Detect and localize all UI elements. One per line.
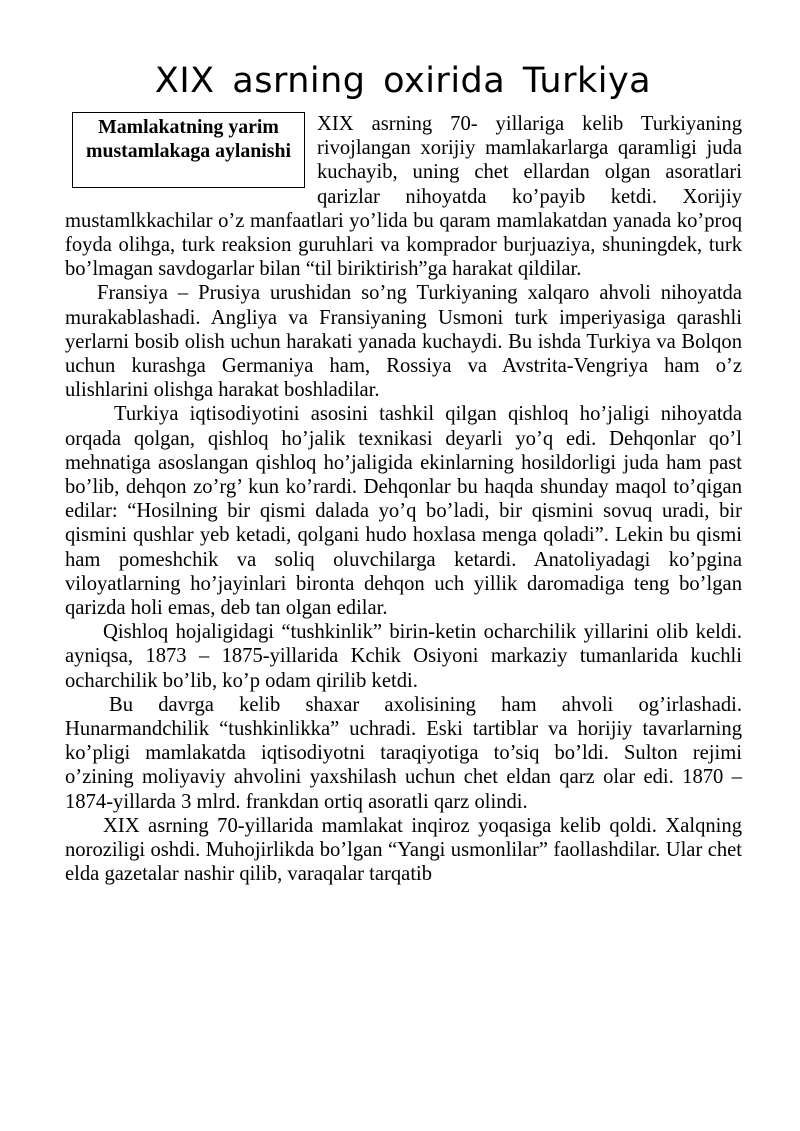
paragraph-5: Bu davrga kelib shaxar axolisining ham ahvoli og’irlashadi. Hunarmandchilik “tushkinlikka” uchradi. Eski tartiblar va horijiy tavarlarning ko’pligi mamlakatda iqtisodiyotni taraqiyotiga to’siq bo’ldi. Sulton rejimi o’zining moliyaviy ahvolini yaxshilash uchun chet eldan qarz olar edi. 1870 – 1874-yillarda 3 mlrd. frankdan ortiq asoratli qarz olindi.	[65, 693, 742, 813]
paragraph-1: XIX asrning 70- yillariga kelib Turkiyaning rivojlangan xorijiy mamlakarlarga qaramligi juda kuchayib, uning chet ellardan olgan asoratlari qarizlar nihoyatda ko’payib ketdi. Xorijiy mustamlkkachilar o’z manfaatlari yo’lida bu qaram mamlakatdan yanada ko’proq foyda olihga, turk reaksion guruhlari va komprador burjuaziya, shuningdek, turk bo’lmagan savdogarlar bilan “til biriktirish”ga harakat qildilar.	[65, 113, 742, 281]
sidebar-heading-box	[72, 112, 305, 188]
paragraph-4: Qishloq hojaligidagi “tushkinlik” birin-ketin ocharchilik yillarini olib keldi. ayniqsa, 1873 – 1875-yillarida Kchik Osiyoni markaziy tumanlarida kuchli ocharchilik bo’lib, ko’p odam qirilib ketdi.	[65, 621, 742, 692]
paragraph-6: XIX asrning 70-yillarida mamlakat inqiroz yoqasiga kelib qoldi. Xalqning noroziligi oshdi. Muhojirlikda bo’lgan “Yangi usmonlilar” faollashdilar. Ular chet elda gazetalar nashir qilib, varaqalar tarqatib	[65, 814, 742, 886]
paragraph-3: Turkiya iqtisodiyotini asosini tashkil qilgan qishloq ho’jaligi nihoyatda orqada qolgan, qishloq ho’jalik texnikasi deyarli yo’q edi. Dehqonlar qo’l mehnatiga asoslangan qishloq ho’jaligida ekinlarning hosildorligi juda ham past bo’lib, dehqon zo’rg’ kun ko’rardi. Dehqonlar bu haqda shunday maqol to’qigan edilar: “Hosilning bir qismi dalada yo’q bo’ladi, bir qismini sovuq uradi, bir qismini qushlar yeb ketadi, qolgani hudo hoxlasa menga qoladi”. Lekin bu qismi ham pomeshchik va soliq oluvchilarga ketardi. Anatoliyadagi ko’pgina viloyatlarning ho’jayinlari bironta dehqon uch yillik daromadiga teng bo’lgan qarizda holi emas, deb tan olgan edilar.	[65, 403, 742, 620]
sidebar-heading: Mamlakatning yarim mustamlakaga aylanishi	[86, 116, 291, 162]
paragraph-2: Fransiya – Prusiya urushidan so’ng Turkiyaning xalqaro ahvoli nihoyatda murakablashadi. Angliya va Fransiyaning Usmoni turk imperiyasiga qarashli yerlarni bosib olish uchun harakati yanada kuchaydi. Bu ishda Turkiya va Bolqon uchun kurashga Germaniya ham, Rossiya va Avstrita-Vengriya ham o’z ulishlarini olishga harakat boshladilar.	[65, 282, 742, 402]
page-title: XIX asrning oxirida Turkiya	[154, 61, 652, 101]
document-body	[65, 112, 742, 887]
